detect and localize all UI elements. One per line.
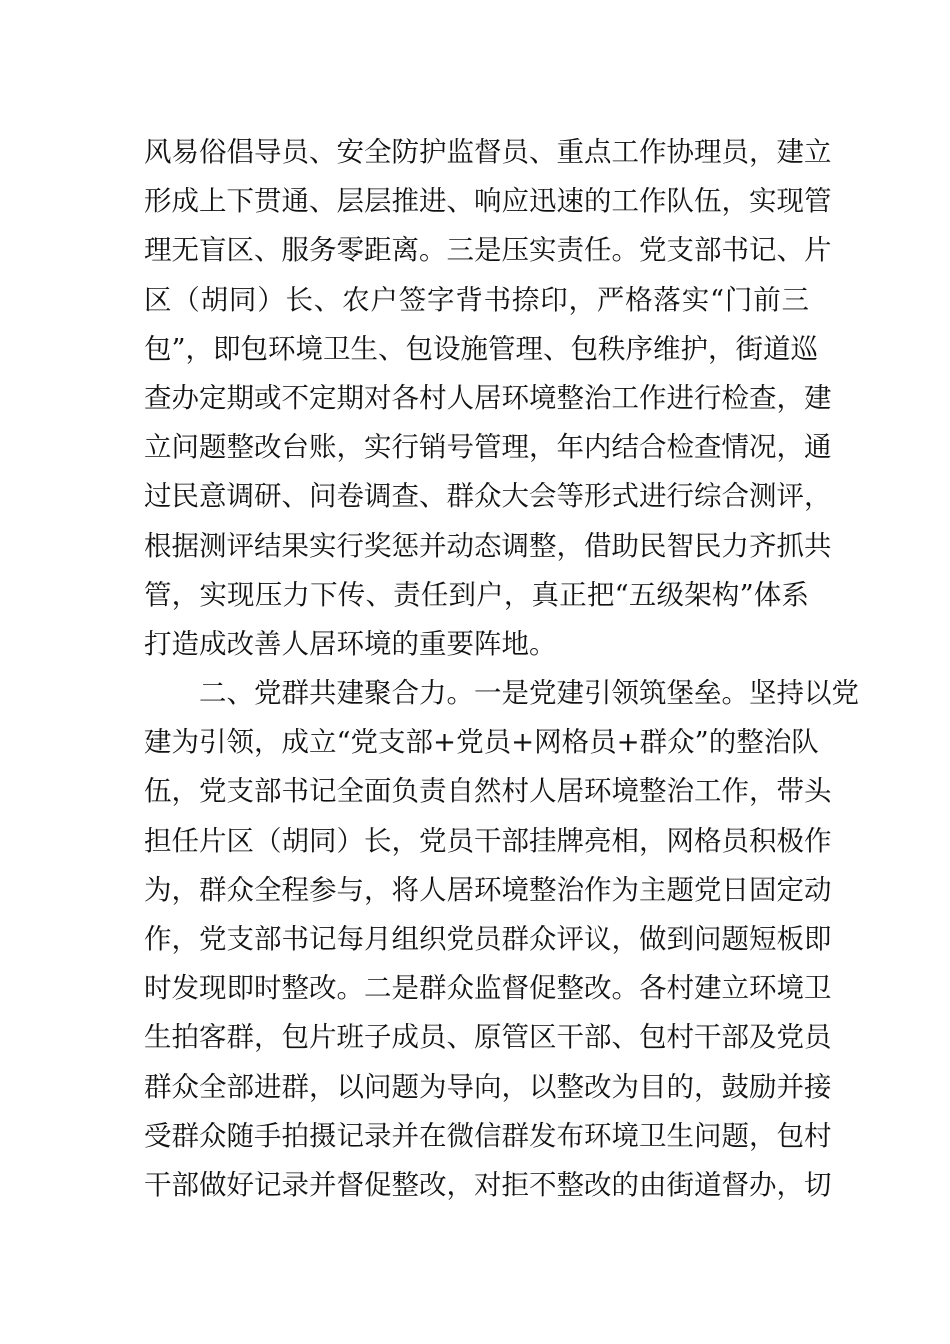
text-line: 生拍客群，包片班子成员、原管区干部、包村干部及党员: [144, 1021, 832, 1054]
text-line-paragraph-end: 打造成改善人居环境的重要阵地。: [144, 627, 557, 660]
text-line: 时发现即时整改。二是群众监督促整改。各村建立环境卫: [144, 972, 832, 1005]
text-line: 群众全部进群，以问题为导向，以整改为目的，鼓励并接: [144, 1070, 832, 1103]
text-line: 建为引领，成立“党支部+党员+网格员+群众”的整治队: [144, 726, 819, 759]
text-line: 为，群众全程参与，将人居环境整治作为主题党日固定动: [144, 873, 832, 906]
text-line: 担任片区（胡同）长，党员干部挂牌亮相，网格员积极作: [144, 824, 832, 857]
text-line: 伍，党支部书记全面负责自然村人居环境整治工作，带头: [144, 775, 832, 808]
text-line: 立问题整改台账，实行销号管理，年内结合检查情况，通: [144, 431, 832, 464]
text-line: 受群众随手拍摄记录并在微信群发布环境卫生问题，包村: [144, 1119, 832, 1152]
text-line: 形成上下贯通、层层推进、响应迅速的工作队伍，实现管: [144, 185, 832, 218]
text-line: 包”，即包环境卫生、包设施管理、包秩序维护，街道巡: [144, 332, 819, 365]
text-line: 作，党支部书记每月组织党员群众评议，做到问题短板即: [144, 923, 832, 955]
text-line: 干部做好记录并督促整改，对拒不整改的由街道督办，切: [144, 1168, 832, 1201]
text-line: 区（胡同）长、农户签字背书捺印，严格落实“门前三: [144, 283, 809, 316]
text-line-paragraph-start: 二、党群共建聚合力。一是党建引领筑堡垒。坚持以党: [199, 677, 859, 710]
text-line: 根据测评结果实行奖惩并动态调整，借助民智民力齐抓共: [144, 529, 832, 562]
text-line: 查办定期或不定期对各村人居环境整治工作进行检查，建: [144, 381, 832, 414]
text-line: 管，实现压力下传、责任到户，真正把“五级架构”体系: [144, 578, 809, 611]
text-line: 过民意调研、问卷调查、群众大会等形式进行综合测评，: [144, 480, 832, 513]
body-text: [144, 128, 859, 1210]
text-line: 理无盲区、服务零距离。三是压实责任。党支部书记、片: [144, 234, 832, 267]
text-line: 风易俗倡导员、安全防护监督员、重点工作协理员，建立: [144, 136, 832, 168]
